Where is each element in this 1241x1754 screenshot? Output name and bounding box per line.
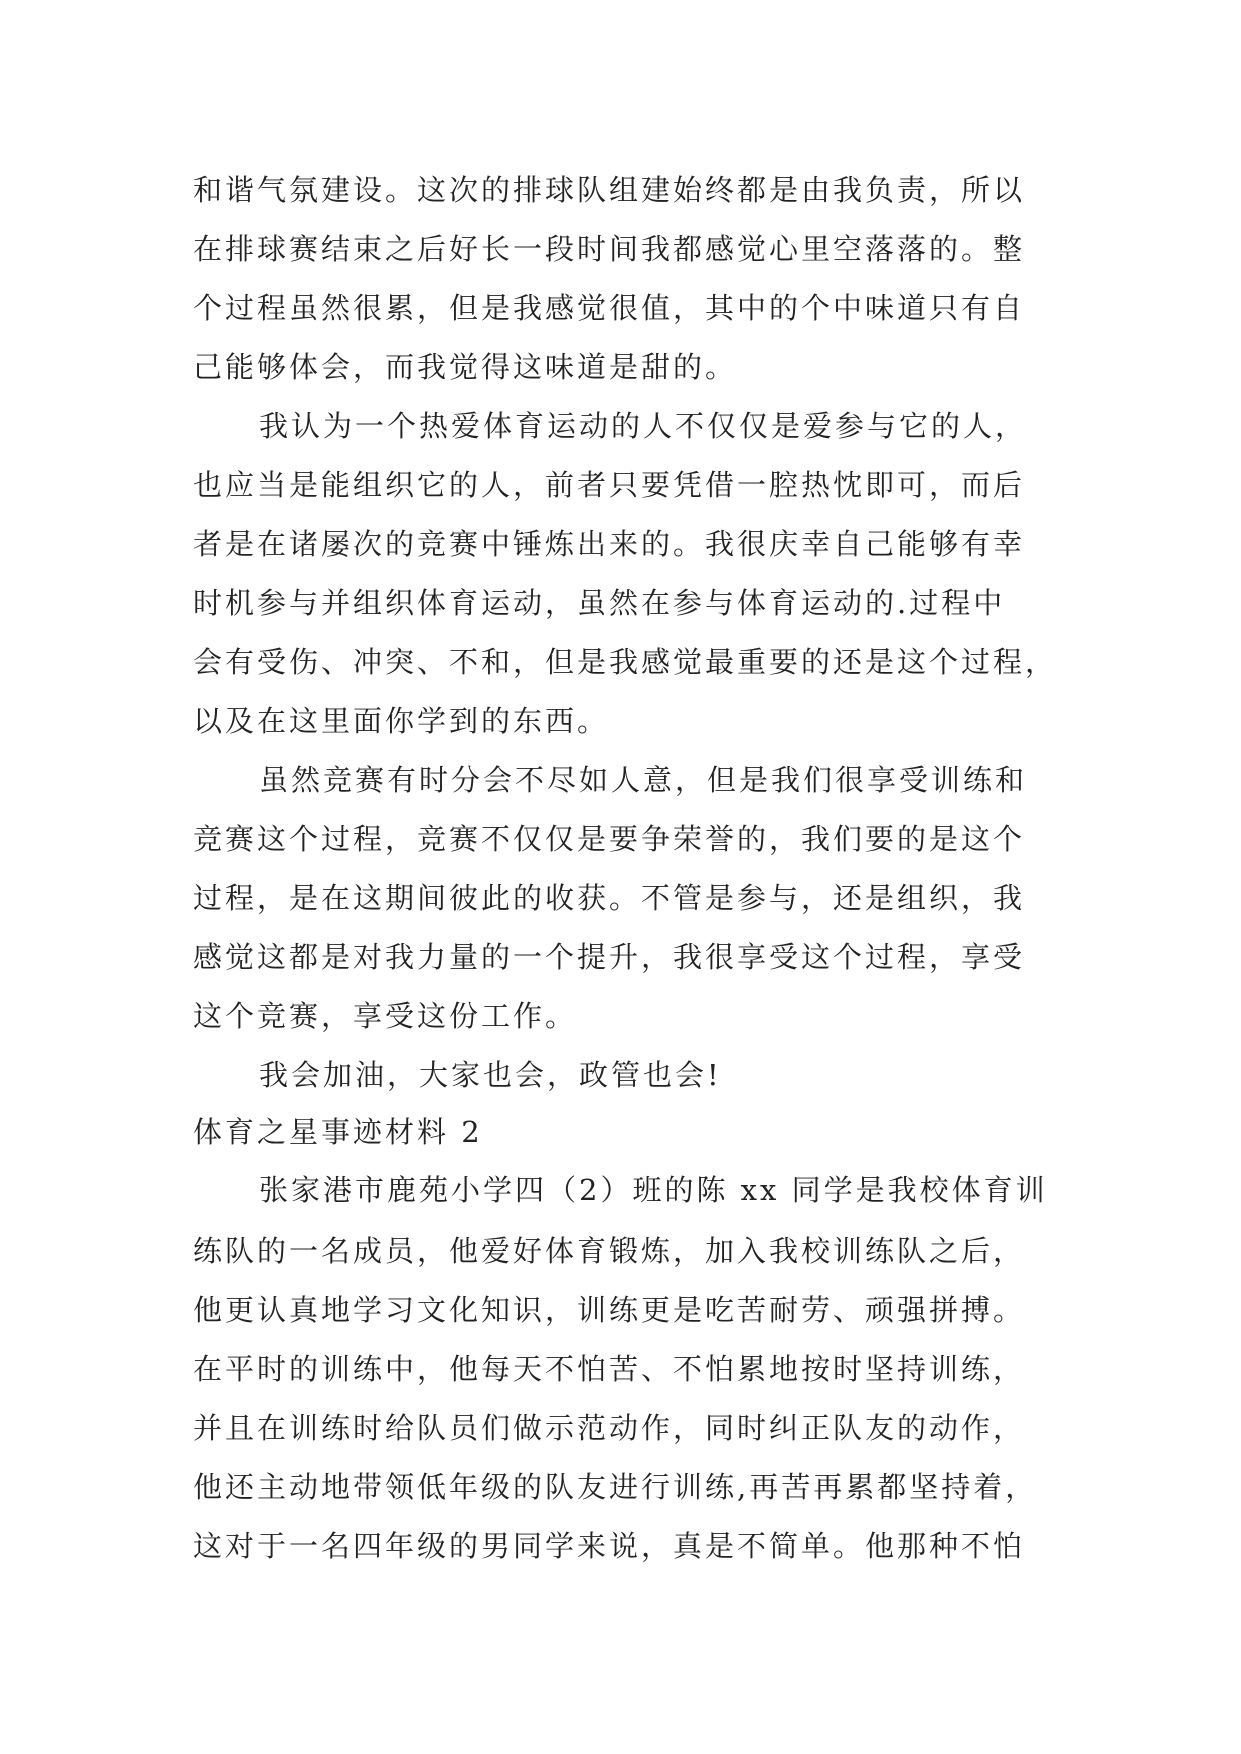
text-line: 并且在训练时给队员们做示范动作，同时纠正队友的动作， [193, 1411, 1026, 1445]
text-line: 会有受伤、冲突、不和，但是我感觉最重要的还是这个过程， [193, 645, 1058, 679]
text-line: 也应当是能组织它的人，前者只要凭借一腔热忱即可，而后 [193, 468, 1026, 502]
text-line: 己能够体会，而我觉得这味道是甜的。 [193, 350, 738, 384]
text-line: 在平时的训练中，他每天不怕苦、不怕累地按时坚持训练， [193, 1352, 1026, 1386]
text-line: 者是在诸屡次的竞赛中锤炼出来的。我很庆幸自己能够有幸 [193, 527, 1026, 561]
text-line: 我认为一个热爱体育运动的人不仅仅是爱参与它的人， [259, 409, 1028, 443]
text-line: 过程，是在这期间彼此的收获。不管是参与，还是组织，我 [193, 881, 1026, 915]
text-line: 这个竞赛，享受这份工作。 [193, 999, 578, 1033]
text-line: 和谐气氛建设。这次的排球队组建始终都是由我负责，所以 [193, 173, 1026, 207]
paragraph [193, 1159, 1053, 1576]
paragraph [193, 397, 1058, 751]
paragraph [193, 161, 1053, 397]
text-line: 练队的一名成员，他爱好体育锻炼，加入我校训练队之后， [193, 1234, 1026, 1268]
paragraph [193, 1046, 1053, 1105]
document-body [193, 161, 1058, 1576]
text-line: 这对于一名四年级的男同学来说，真是不简单。他那种不怕 [193, 1529, 1026, 1563]
text-line: 以及在这里面你学到的东西。 [193, 704, 610, 738]
paragraph [193, 751, 1053, 1046]
text-line: 个过程虽然很累，但是我感觉很值，其中的个中味道只有自 [193, 291, 1026, 325]
text-line: 张家港市鹿苑小学四（2）班的陈 xx 同学是我校体育训 [259, 1173, 1048, 1207]
text-line: 我会加油，大家也会，政管也会! [259, 1058, 722, 1092]
section-heading: 体育之星事迹材料 2 [193, 1115, 483, 1149]
text-line: 时机参与并组织体育运动，虽然在参与体育运动的.过程中 [193, 586, 1006, 620]
text-line: 虽然竞赛有时分会不尽如人意，但是我们很享受训练和 [259, 763, 1028, 797]
text-line: 他还主动地带领低年级的队友进行训练,再苦再累都坚持着， [193, 1470, 1038, 1504]
text-line: 他更认真地学习文化知识，训练更是吃苦耐劳、顽强拼搏。 [193, 1293, 1026, 1327]
text-line: 在排球赛结束之后好长一段时间我都感觉心里空落落的。整 [193, 232, 1026, 266]
text-line: 竞赛这个过程，竞赛不仅仅是要争荣誉的，我们要的是这个 [193, 822, 1026, 856]
text-line: 感觉这都是对我力量的一个提升，我很享受这个过程，享受 [193, 940, 1026, 974]
